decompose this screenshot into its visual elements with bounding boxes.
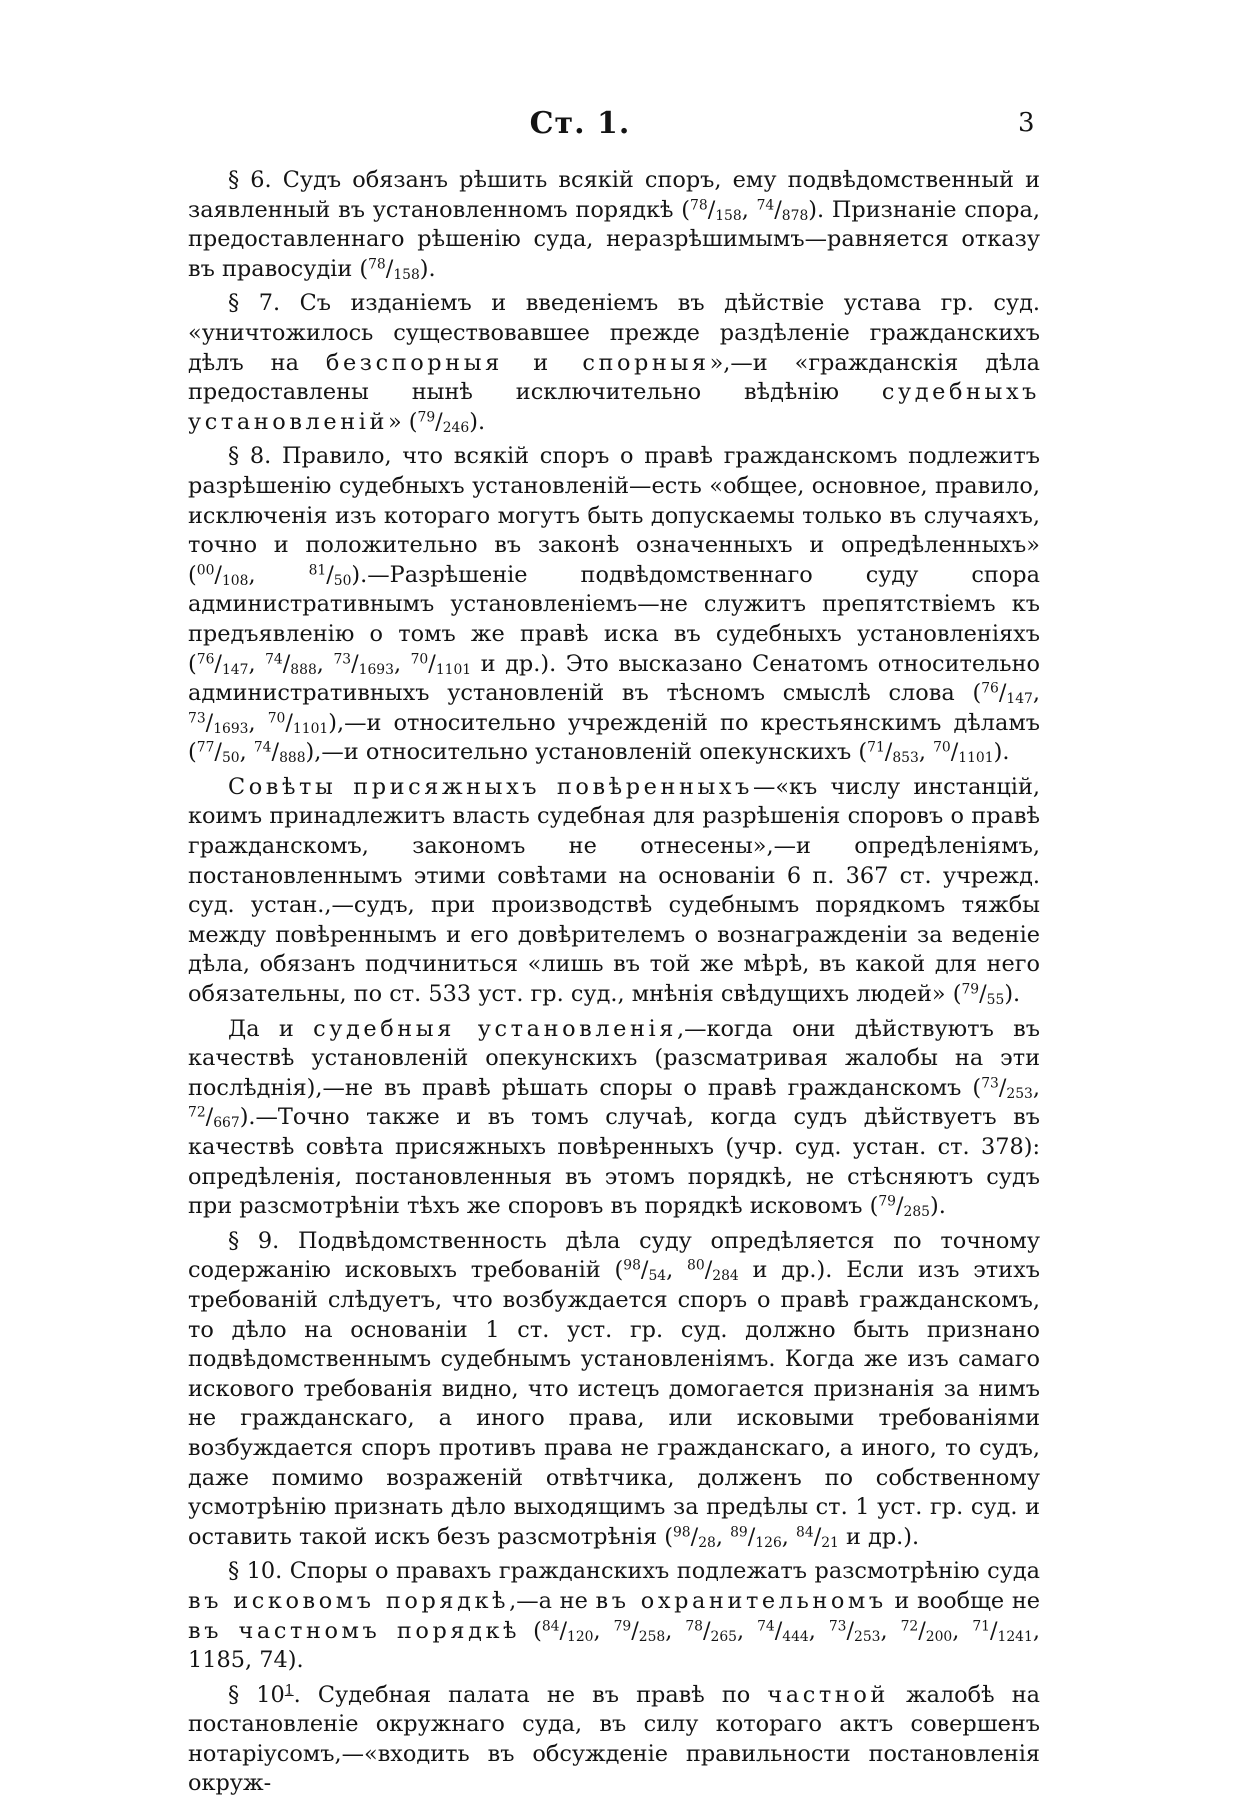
separator: , (781, 1523, 797, 1550)
ref-year: 78 (368, 256, 386, 273)
separator: , (918, 739, 934, 766)
separator: , (666, 1257, 688, 1284)
text-run: ). (1004, 981, 1021, 1008)
ref-number: 888 (290, 661, 317, 678)
ref-number: 853 (892, 750, 919, 767)
ref-number: 284 (712, 1268, 739, 1285)
ref-number: 1101 (958, 750, 994, 767)
ref-year: 70 (267, 710, 286, 727)
text-run: Да и (228, 1015, 314, 1042)
spaced-text: судебныхъ установленій (188, 379, 1040, 435)
ref-number: 158 (715, 207, 742, 224)
ref-year: 84 (796, 1524, 814, 1541)
text-run: ). Признаніе спора, предоставленнаго рѣшенію суда, неразрѣшимымъ—равняется отказу въ правосудіи ( (188, 196, 1040, 282)
ref-year: 73 (828, 1617, 847, 1634)
ref-number: 54 (648, 1268, 667, 1285)
separator: , (952, 1617, 973, 1644)
ref-number: 878 (781, 207, 809, 224)
ref-number: 126 (755, 1534, 782, 1551)
ref-year: 79 (961, 981, 980, 998)
ref-number: 158 (393, 266, 420, 283)
ref-number: 200 (925, 1628, 953, 1645)
ref-year: 74 (756, 196, 775, 213)
ref-number: 285 (903, 1203, 931, 1220)
ref-number: 147 (1006, 690, 1033, 707)
ref-number: 21 (821, 1534, 839, 1551)
page-number: 3 (1018, 108, 1035, 138)
ref-year: 73 (188, 710, 206, 727)
paragraph-10: § 10. Споры о правахъ гражданскихъ подлежатъ разсмотрѣнію суда въ исковомъ порядкѣ,—а не въ охранительномъ и вообще не въ частномъ порядкѣ ($^{84}/_{120}$, $^{79}/_{258}$, $^{78}/_{265}$, $^{74}/_{444}$, $^{73}/_{253}$, $^{72}/_{200}$, $^{71}/_{1241}$, 1185, 74). (188, 1558, 1040, 1674)
text-run: ). (930, 1193, 946, 1220)
separator: , (808, 1617, 829, 1644)
ref-number: 258 (638, 1628, 666, 1645)
ref-number: 147 (221, 661, 249, 678)
text-run: ( (520, 1617, 542, 1644)
paragraph-9: § 9. Подвѣдомственность дѣла суду опредѣляется по точному содержанію исковыхъ требованій ($^{98}/_{54}$, $^{80}/_{284}$ и др.). Если изъ этихъ требованій слѣдуетъ, что возбуждается споръ о правѣ гражданскомъ, то дѣло на основаніи 1 ст. уст. гр. суд. должно быть признано подвѣдомственнымъ судебнымъ установленіямъ. Когда же изъ самаго искового требованія видно, что истецъ домогается признанія за нимъ не гражданскаго, а иного права, или исковыми требованіями возбуждается споръ противъ права не гражданскаго, а иного, то судъ, даже помимо возраженій отвѣтчика, долженъ по собственному усмотрѣнію признать дѣло выходящимъ за предѣлы ст. 1 уст. гр. суд. и оставить такой искъ безъ разсмотрѣнія ($^{98}/_{28}$, $^{89}/_{126}$, $^{84}/_{21}$ и др.). (188, 1227, 1040, 1551)
section-superscript (285, 1682, 294, 1698)
text-run: ,—когда они дѣйствуютъ въ качествѣ установленій опекунскихъ (разсматривая жалобы на эти послѣднія),—не въ правѣ рѣшать споры о правѣ гражданскомъ ( (188, 1015, 1040, 1101)
ref-number: 28 (698, 1534, 716, 1551)
spaced-text: частной (767, 1681, 889, 1708)
separator: , (239, 739, 254, 766)
page-header-title: Ст. 1. (529, 106, 631, 141)
ref-number: 1101 (435, 661, 472, 678)
separator: , (880, 1617, 901, 1644)
text-run: » ( (387, 408, 418, 435)
text-run: § 10. Споры о правахъ гражданскихъ подлежатъ разсмотрѣнію суда (228, 1558, 1040, 1585)
ref-number: 667 (213, 1115, 240, 1132)
ref-number: 265 (710, 1628, 737, 1645)
text-run: »,—и «гражданскія дѣла предоставлены нынѣ исключительно вѣдѣнію (188, 349, 1040, 406)
ref-year: 74 (757, 1617, 775, 1634)
text-run: § 8. Правило, что всякій споръ о правѣ гражданскомъ подлежитъ разрѣшенію судебныхъ установленій—есть «общее, основное, правило, исключенія изъ котораго могутъ быть допускаемы только въ случаяхъ, точно и положительно въ законѣ означенныхъ и опредѣленныхъ» ( (188, 443, 1040, 588)
spaced-text: въ охранительномъ (595, 1587, 887, 1614)
paragraph-8-councils: Совѣты присяжныхъ повѣренныхъ—«къ числу инстанцій, коимъ принадлежитъ власть судебная для разрѣшенія споровъ о правѣ гражданскомъ, закономъ не отнесены»,—и опредѣленіямъ, постановленнымъ этими совѣтами на основаніи 6 п. 367 ст. учрежд. суд. устан.,—судъ, при производствѣ судебнымъ порядкомъ тяжбы между повѣреннымъ и его довѣрителемъ о вознагражденіи за веденіе дѣла, обязанъ подчиниться «лишь въ той же мѣрѣ, въ какой для него обязательны, по ст. 533 уст. гр. суд., мнѣнія свѣдущихъ людей» $(^{79}/_{55})$. (188, 773, 1040, 1008)
ref-year: 70 (410, 650, 429, 667)
ref-year: 74 (265, 650, 283, 667)
paragraph-6: § 6. Судъ обязанъ рѣшить всякій споръ, ему подвѣдомственный и заявленный въ установленномъ порядкѣ ($^{78}/_{158}$, $^{74}/_{878}$). Признаніе спора, предоставленнаго рѣшенію суда, неразрѣшимымъ—равняется отказу въ правосудіи $(^{78}/_{158})$. (188, 167, 1040, 283)
text-run: ). (469, 408, 486, 435)
ref-year: 72 (900, 1617, 919, 1634)
text-run: ). (419, 255, 436, 282)
text-run: —«къ числу инстанцій, коимъ принадлежитъ власть судебная для разрѣшенія споровъ о правѣ гражданскомъ, закономъ не отнесены»,—и опредѣленіямъ, постановленнымъ этими совѣтами на основаніи 6 п. 367 ст. учрежд. суд. устан.,—судъ, при производствѣ судебнымъ порядкомъ тяжбы между повѣреннымъ и его довѣрителемъ о вознагражденіи за веденіе дѣла, обязанъ подчиниться «лишь въ той же мѣрѣ, въ какой для него обязательны, по ст. 533 уст. гр. суд., мнѣнія свѣдущихъ людей» ( (188, 773, 1040, 1008)
separator: , (316, 650, 334, 677)
ref-number: 120 (567, 1628, 594, 1645)
ref-year: 00 (196, 562, 215, 579)
ref-year: 74 (253, 739, 272, 756)
text-run: § 10 (228, 1681, 285, 1708)
text-run: ),—и относительно учрежденій по крестьянскимъ дѣламъ ( (188, 709, 1040, 766)
text-run: § 9. Подвѣдомственность дѣла суду опредѣляется по точному содержанію исковыхъ требованій ( (188, 1227, 1040, 1284)
spaced-text: въ частномъ порядкѣ (188, 1617, 521, 1644)
ref-year: 79 (878, 1193, 896, 1210)
paragraph-8-courts: Да и судебныя установленія,—когда они дѣйствуютъ въ качествѣ установленій опекунскихъ (разсматривая жалобы на эти послѣднія),—не въ правѣ рѣшать споры о правѣ гражданскомъ ($^{73}/_{253}$, $^{72}/_{667}).—Точно$ также и въ томъ случаѣ, когда судъ дѣйствуетъ въ качествѣ совѣта присяжныхъ повѣренныхъ (учр. суд. устан. ст. 378): опредѣленія, постановленныя въ этомъ порядкѣ, не стѣсняютъ судъ при разсмотрѣніи тѣхъ же споровъ въ порядкѣ исковомъ $(^{79}/_{285})$. (188, 1015, 1040, 1220)
text-run: § 7. Съ изданіемъ и введеніемъ въ дѣйствіе устава гр. суд. «уничтожилось существовавшее прежде раздѣленіе гражданскихъ дѣлъ на (188, 290, 1040, 376)
paragraph-8: § 8. Правило, что всякій споръ о правѣ гражданскомъ подлежитъ разрѣшенію судебныхъ установленій—есть «общее, основное, правило, исключенія изъ котораго могутъ быть допускаемы только въ случаяхъ, точно и положительно въ законѣ означенныхъ и опредѣленныхъ» ($^{00}/_{108}$, $^{81}/_{50}).—Разрѣшеніе$ подвѣдомственнаго суду спора административнымъ установленіемъ—не служитъ препятствіемъ къ предъявленію о томъ же правѣ иска въ судебныхъ установленіяхъ ($^{76}/_{147}$, $^{74}/_{888}$, $^{73}/_{1693}$, $^{70}/_{1101}$ и др.). Это высказано Сенатомъ относительно административныхъ установленій въ тѣсномъ смыслѣ слова ($^{76}/_{147}$, $^{73}/_{1693}$, $^{70}/_{1101}),—и$ относительно учрежденій по крестьянскимъ дѣламъ ($^{77}/_{50}$, $^{74}/_{888}),—и$ относительно установленій опекунскихъ ($^{71}/_{853}$, $^{70}/_{1101}$). (188, 443, 1040, 767)
text-run: . Судебная палата не въ правѣ по (293, 1681, 768, 1708)
ref-year: 81 (308, 562, 327, 579)
ref-year: 89 (730, 1524, 748, 1541)
ref-number: 50 (333, 572, 352, 589)
paragraph-10-1 (188, 1681, 1040, 1799)
ref-number: 55 (986, 991, 1005, 1008)
ref-year: 98 (623, 1257, 641, 1274)
text-run: жалобѣ на постановленіе окружнаго суда, въ силу котораго актъ совершенъ нотаріусомъ,—«входить въ обсужденіе правильности постановленія окруж- (188, 1681, 1040, 1797)
ref-year: 77 (196, 739, 215, 756)
separator: , (248, 709, 268, 736)
ref-number: 1101 (292, 720, 329, 737)
separator: , (741, 196, 757, 223)
separator: , (593, 1617, 614, 1644)
ref-year: 78 (690, 196, 708, 213)
ref-year: 72 (188, 1104, 206, 1121)
ref-number: 108 (221, 572, 249, 589)
text-run: 1185, 74). (188, 1647, 304, 1674)
text-run: ,—а не (509, 1587, 596, 1614)
separator: , (715, 1523, 731, 1550)
spaced-text: судебныя установленія (313, 1015, 677, 1042)
spaced-text: безспорныя и спорныя (325, 349, 710, 376)
text-run: ).—Разрѣшеніе подвѣдомственнаго суду спора административнымъ установленіемъ—не служитъ препятствіемъ къ предъявленію о томъ же правѣ иска въ судебныхъ установленіяхъ ( (188, 561, 1040, 677)
separator: , (1032, 1074, 1040, 1101)
ref-year: 76 (196, 650, 215, 667)
ref-year: 79 (613, 1617, 632, 1634)
ref-year: 98 (672, 1524, 691, 1541)
spaced-text: Совѣты присяжныхъ повѣренныхъ (228, 773, 753, 800)
separator: , (1032, 1617, 1040, 1644)
ref-number: 1241 (997, 1628, 1033, 1645)
superscript-number: 1 (284, 1682, 294, 1699)
text-run: и др.). Если изъ этихъ требованій слѣдуетъ, что возбуждается споръ о правѣ гражданскомъ, то дѣло на основаніи 1 ст. уст. гр. суд. должно быть признано подвѣдомственнымъ судебнымъ установленіямъ. Когда же изъ самаго искового требованія видно, что истецъ домогается признанія за нимъ не гражданскаго, а иного права, или исковыми требованіями возбуждается споръ противъ права не гражданскаго, а иного, то судъ, даже помимо возраженій отвѣтчика, долженъ по собственному усмотрѣнію признать дѣло выходящимъ за предѣлы ст. 1 уст. гр. суд. и оставить такой искъ безъ разсмотрѣнія ( (188, 1257, 1040, 1550)
ref-year: 78 (685, 1617, 703, 1634)
text-run: ).—Точно также и въ томъ случаѣ, когда судъ дѣйствуетъ въ качествѣ совѣта присяжныхъ повѣренныхъ (учр. суд. устан. ст. 378): опредѣленія, постановленныя въ этомъ порядкѣ, не стѣсняютъ судъ при разсмотрѣніи тѣхъ же споровъ въ порядкѣ исковомъ ( (188, 1104, 1040, 1220)
ref-number: 253 (1006, 1085, 1033, 1102)
ref-number: 444 (782, 1628, 809, 1645)
text-run: и вообще не (886, 1587, 1040, 1614)
separator: , (248, 561, 309, 588)
ref-year: 73 (981, 1075, 999, 1092)
ref-year: 70 (933, 739, 951, 756)
ref-number: 1693 (358, 661, 394, 678)
separator: , (665, 1617, 686, 1644)
document-body (188, 166, 1040, 1804)
separator: , (737, 1617, 758, 1644)
spaced-text: въ исковомъ порядкѣ (188, 1587, 510, 1614)
ref-year: 79 (417, 409, 436, 426)
separator: , (393, 650, 411, 677)
text-run: § 6. Судъ обязанъ рѣшить всякій споръ, ему подвѣдомственный и заявленный въ установленномъ порядкѣ ( (188, 167, 1040, 223)
ref-number: 246 (442, 419, 470, 436)
ref-year: 76 (981, 680, 999, 697)
text-run: и др.). (838, 1523, 920, 1550)
ref-year: 73 (333, 650, 352, 667)
text-run: ). (993, 739, 1010, 766)
ref-year: 80 (687, 1257, 705, 1274)
ref-year: 71 (972, 1617, 990, 1634)
ref-year: 84 (541, 1617, 560, 1634)
text-run: и др.). Это высказано Сенатомъ относительно административныхъ установленій въ тѣсномъ смыслѣ слова ( (188, 650, 1040, 707)
separator: , (248, 650, 266, 677)
ref-number: 1693 (213, 720, 249, 737)
text-run: ),—и относительно установленій опекунскихъ ( (305, 739, 868, 766)
ref-number: 888 (279, 750, 306, 767)
paragraph-7: § 7. Съ изданіемъ и введеніемъ въ дѣйствіе устава гр. суд. «уничтожилось существовавшее прежде раздѣленіе гражданскихъ дѣлъ на безспорныя и спорныя»,—и «гражданскія дѣла предоставлены нынѣ исключительно вѣдѣнію судебныхъ установленій» $(^{79}/_{246})$. (188, 290, 1040, 436)
separator: , (1032, 680, 1040, 707)
ref-number: 253 (854, 1628, 881, 1645)
ref-number: 50 (221, 750, 240, 767)
ref-year: 71 (867, 739, 885, 756)
